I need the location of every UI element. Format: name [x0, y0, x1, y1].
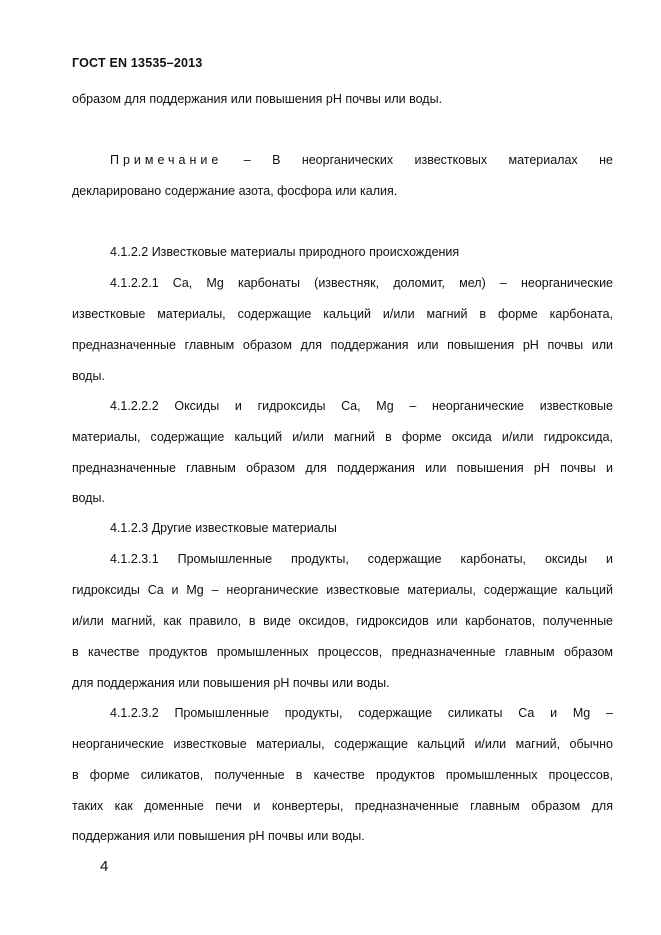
paragraph-4-1-2-2-1-line: воды.: [72, 369, 105, 383]
note-word: не: [599, 153, 613, 167]
paragraph-4-1-2-3-2-line: в форме силикатов, полученные в качестве продуктов промышленных процессов,: [72, 768, 613, 782]
paragraph-4-1-2-3-1-line: в качестве продуктов промышленных процессов, предназначенные главным образом: [72, 645, 613, 659]
paragraph-4-1-2-2-1-line: предназначенные главным образом для поддержания или повышения pH почвы или: [72, 338, 613, 352]
text-line: образом для поддержания или повышения pH почвы или воды.: [72, 92, 443, 106]
paragraph-4-1-2-2-1-line: 4.1.2.2.1 Ca, Mg карбонаты (известняк, доломит, мел) – неорганические: [110, 276, 613, 290]
paragraph-4-1-2-2-2-line: материалы, содержащие кальций и/или магний в форме оксида и/или гидроксида,: [72, 430, 613, 444]
note-line-1: [72, 153, 613, 167]
note-dash: –: [243, 153, 251, 167]
paragraph-4-1-2-3-2-line: таких как доменные печи и конвертеры, предназначенные главным образом для: [72, 799, 613, 813]
document-header: ГОСТ EN 13535–2013: [72, 56, 203, 70]
paragraph-4-1-2-3-1-line: 4.1.2.3.1 Промышленные продукты, содержащие карбонаты, оксиды и: [110, 552, 613, 566]
paragraph-4-1-2-2-2-line: воды.: [72, 491, 105, 505]
paragraph-4-1-2-2-1-line: известковые материалы, содержащие кальций и/или магний в форме карбоната,: [72, 307, 613, 321]
paragraph-4-1-2-2-2-line: предназначенные главным образом для поддержания или повышения pH почвы и: [72, 461, 613, 475]
note-line-2: декларировано содержание азота, фосфора или калия.: [72, 184, 398, 198]
paragraph-4-1-2-3-1-line: и/или магний, как правило, в виде оксидов, гидроксидов или карбонатов, полученные: [72, 614, 613, 628]
paragraph-4-1-2-3-2-line: поддержания или повышения pH почвы или воды.: [72, 829, 365, 843]
note-word: материалах: [508, 153, 578, 167]
page-number: 4: [100, 858, 109, 875]
section-heading-4-1-2-3: 4.1.2.3 Другие известковые материалы: [110, 521, 337, 535]
section-heading-4-1-2-2: 4.1.2.2 Известковые материалы природного происхождения: [110, 245, 460, 259]
note-label: Примечание: [110, 153, 223, 167]
paragraph-4-1-2-3-1-line: гидроксиды Ca и Mg – неорганические известковые материалы, содержащие кальций: [72, 583, 613, 597]
paragraph-4-1-2-3-1-line: для поддержания или повышения pH почвы или воды.: [72, 676, 390, 690]
paragraph-4-1-2-3-2-line: неорганические известковые материалы, содержащие кальций и/или магний, обычно: [72, 737, 613, 751]
paragraph-4-1-2-2-2-line: 4.1.2.2.2 Оксиды и гидроксиды Ca, Mg – неорганические известковые: [110, 399, 613, 413]
note-word: известковых: [414, 153, 488, 167]
paragraph-4-1-2-3-2-line: 4.1.2.3.2 Промышленные продукты, содержащие силикаты Ca и Mg –: [110, 706, 613, 720]
note-word: В: [272, 153, 281, 167]
note-word: неорганических: [301, 153, 394, 167]
